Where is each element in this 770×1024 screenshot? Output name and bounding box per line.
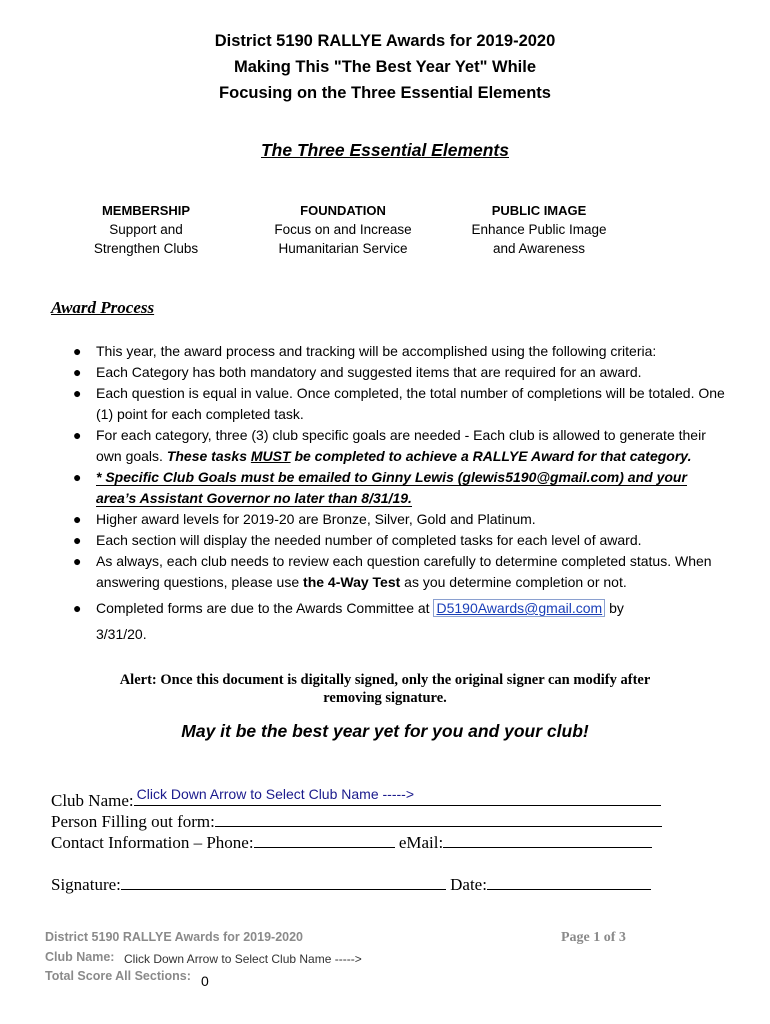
signature-row [51,871,651,895]
element-desc-line: Enhance Public Image [471,222,607,237]
element-desc-line: Strengthen Clubs [93,241,199,256]
bullet-icon: ● [73,385,82,401]
list-item [70,595,730,647]
phone-field[interactable] [254,829,395,848]
list-item [70,530,730,551]
bullet-icon: ● [73,364,82,380]
list-item [70,467,730,509]
list-item [70,551,730,593]
element-title: FOUNDATION [300,203,386,218]
alert-line: Alert: Once this document is digitally signed, only the original signer can modify after [119,672,651,688]
bullet-icon: ● [73,532,82,548]
four-way-test-text: the 4-Way Test [303,574,401,590]
element-desc-line: and Awareness [492,241,586,256]
list-item-text: This year, the award process and tracking will be accomplished using the following criteria: [96,343,657,359]
club-goals-notice: * Specific Club Goals must be emailed to Ginny Lewis (glewis5190@gmail.com) and your area’s Assistant Governor no later than 8/31/19. [96,469,687,506]
list-item-text: Completed forms are due to the Awards Committee at [96,600,430,616]
closing-message: May it be the best year yet for you and your club! [181,721,589,741]
list-item-text: by [609,600,624,616]
bullet-icon: ● [73,511,82,527]
person-field[interactable] [215,808,662,827]
element-membership [46,201,246,258]
bullet-icon: ● [73,553,82,569]
bullet-icon: ● [73,469,82,485]
contact-row [51,829,652,853]
list-item [70,341,730,362]
club-name-label: Club Name: [51,791,134,810]
signature-label: Signature: [51,875,121,894]
award-process-heading: Award Process [51,298,155,317]
list-item-text: As always, each club needs to review each question carefully to determine completed status. When answering questions, please use [96,553,712,590]
award-process-list [70,341,730,647]
club-name-dropdown[interactable] [134,787,661,806]
footer-score-value: 0 [201,973,209,989]
emphasis-text: be completed to achieve a RALLYE Award for that category. [294,448,692,464]
list-item [70,509,730,530]
emphasis-text: These tasks [166,448,247,464]
footer-score-label: Total Score All Sections: [45,969,191,983]
list-item-text: Each question is equal in value. Once completed, the total number of completions will be totaled. One (1) point for each completed task. [96,385,725,422]
footer-club-label: Club Name: [45,950,115,964]
phone-label: Contact Information – Phone: [51,833,254,852]
signature-alert [70,671,700,707]
list-item [70,425,730,467]
list-item-text: For each category, three (3) club specific goals are needed - Each club is allowed to generate their own goals. [96,427,706,464]
bullet-icon: ● [73,600,82,616]
list-item-text: as you determine completion or not. [404,574,627,590]
element-foundation [243,201,443,258]
person-label: Person Filling out form: [51,812,215,831]
page-number: Page 1 of 3 [561,930,626,945]
document-header [0,28,770,106]
list-item [70,383,730,425]
awards-email-link[interactable]: D5190Awards@gmail.com [433,599,605,617]
club-name-value: Click Down Arrow to Select Club Name -----> [136,786,414,802]
bullet-icon: ● [73,343,82,359]
alert-line: removing signature. [323,690,447,706]
list-item-text: Higher award levels for 2019-20 are Bronze, Silver, Gold and Platinum. [96,511,536,527]
header-line-2: Making This "The Best Year Yet" While [233,58,537,76]
date-field[interactable] [487,871,651,890]
list-item-text: Each Category has both mandatory and suggested items that are required for an award. [96,364,642,380]
element-desc-line: Humanitarian Service [278,241,408,256]
element-desc-line: Focus on and Increase [274,222,412,237]
email-field[interactable] [443,829,652,848]
must-text: MUST [250,448,291,464]
header-line-1: District 5190 RALLYE Awards for 2019-2020 [214,32,556,50]
bullet-icon: ● [73,427,82,443]
due-date-text: 3/31/20. [96,626,147,642]
list-item [70,362,730,383]
essential-elements-heading: The Three Essential Elements [260,140,509,160]
signature-field[interactable] [121,871,446,890]
footer-title: District 5190 RALLYE Awards for 2019-2020 [45,930,303,944]
element-title: MEMBERSHIP [101,203,191,218]
element-desc-line: Support and [109,222,183,237]
footer-club-value[interactable]: Click Down Arrow to Select Club Name -----> [124,952,362,966]
header-line-3: Focusing on the Three Essential Elements [219,84,551,102]
element-public-image [439,201,639,258]
date-label: Date: [450,875,487,894]
list-item-text: Each section will display the needed number of completed tasks for each level of award. [96,532,642,548]
email-label: eMail: [398,833,444,852]
element-title: PUBLIC IMAGE [491,203,587,218]
